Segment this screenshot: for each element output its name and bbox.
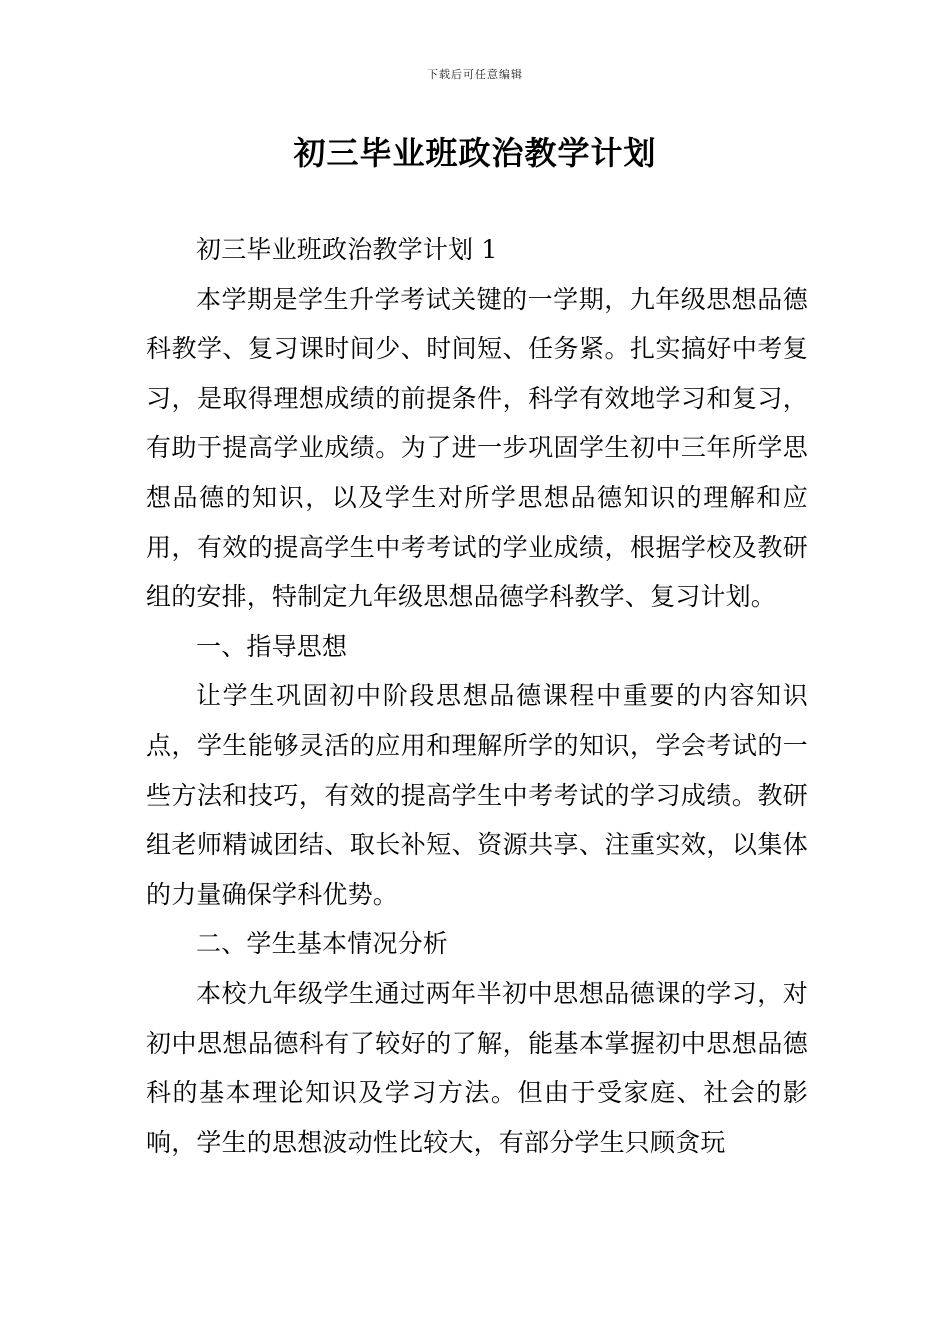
document-title: 初三毕业班政治教学计划 (293, 134, 657, 172)
guiding-ideology-paragraph: 让学生巩固初中阶段思想品德课程中重要的内容知识点，学生能够灵活的应用和理解所学的知识，学会考试的一些方法和技巧，有效的提高学生中考考试的学习成绩。教研组老师精诚团结、取长补短、资源共享、注重实效，以集体的力量确保学科优势。 (146, 681, 808, 909)
header-note: 下载后可任意编辑 (427, 68, 523, 81)
intro-paragraph: 本学期是学生升学考试关键的一学期，九年级思想品德科教学、复习课时间少、时间短、任务紧。扎实搞好中考复习，是取得理想成绩的前提条件，科学有效地学习和复习，有助于提高学业成绩。为了进一步巩固学生初中三年所学思想品德的知识，以及学生对所学思想品德知识的理解和应用，有效的提高学生中考考试的学业成绩，根据学校及教研组的安排，特制定九年级思想品德学科教学、复习计划。 (146, 284, 808, 612)
student-analysis-paragraph: 本校九年级学生通过两年半初中思想品德课的学习，对初中思想品德科有了较好的了解，能基本掌握初中思想品德科的基本理论知识及学习方法。但由于受家庭、社会的影响，学生的思想波动性比较大，有部分学生只顾贪玩 (146, 978, 808, 1157)
section-heading-guiding-ideology: 一、指导思想 (196, 631, 348, 661)
section-subtitle: 初三毕业班政治教学计划 1 (196, 235, 498, 264)
section-heading-student-analysis: 二、学生基本情况分析 (196, 929, 449, 959)
document-body (146, 225, 808, 1167)
